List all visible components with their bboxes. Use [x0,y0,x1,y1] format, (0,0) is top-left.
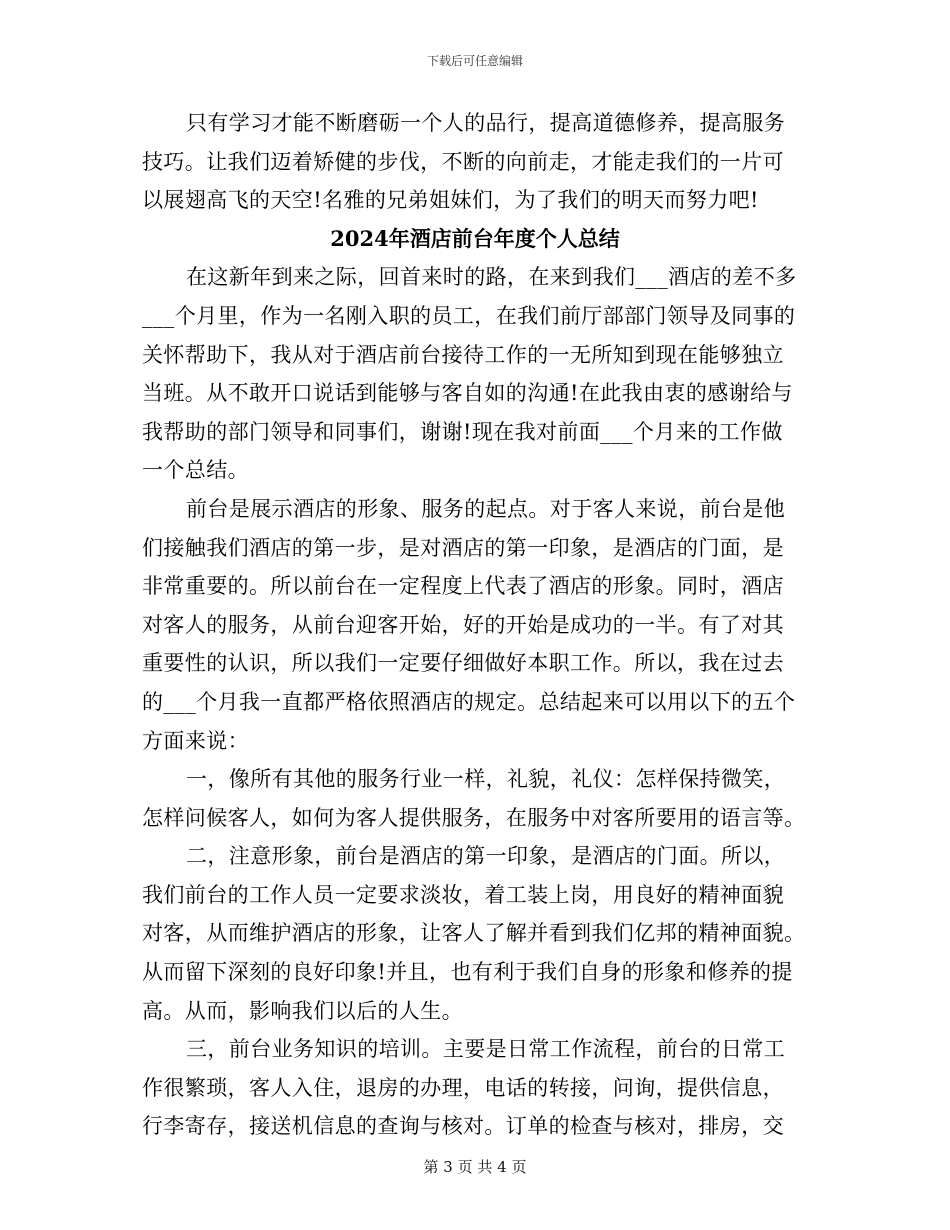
paragraph-line: 三，前台业务知识的培训。主要是日常工作流程，前台的日常工 [186,1037,786,1062]
paragraph-line: 前台是展示酒店的形象、服务的起点。对于客人来说，前台是他 [186,496,786,521]
paragraph-line: 对客，从而维护酒店的形象，让客人了解并看到我们亿邦的精神面貌。 [142,921,806,946]
paragraph-line: 对客人的服务，从前台迎客开始，好的开始是成功的一半。有了对其 [142,612,784,637]
paragraph-line: 作很繁琐，客人入住，退房的办理，电话的转接，问询，提供信息， [142,1075,784,1100]
document-title: 2024年酒店前台年度个人总结 [330,225,620,251]
paragraph-line: 从而留下深刻的良好印象!并且，也有利于我们自身的形象和修养的提 [142,960,793,985]
paragraph-line: 的___个月我一直都严格依照酒店的规定。总结起来可以用以下的五个 [142,689,796,714]
paragraph-line: 行李寄存，接送机信息的查询与核对。订单的检查与核对，排房，交 [142,1114,784,1139]
paragraph-line: 怎样问候客人，如何为客人提供服务，在服务中对客所要用的语言等。 [142,805,806,830]
paragraph-line: 重要性的认识，所以我们一定要仔细做好本职工作。所以，我在过去 [142,651,784,676]
page-footer: 第 3 页 共 4 页 [423,1158,527,1176]
page-header: 下载后可任意编辑 [426,54,523,68]
paragraph-line: 我们前台的工作人员一定要求淡妆，着工装上岗，用良好的精神面貌 [142,882,784,907]
paragraph-line: 关怀帮助下，我从对于酒店前台接待工作的一无所知到现在能够独立 [142,342,784,367]
paragraph-line: 方面来说： [142,728,249,753]
paragraph-line: 一个总结。 [142,458,249,483]
paragraph-line: 我帮助的部门领导和同事们，谢谢!现在我对前面___个月来的工作做 [142,419,783,444]
paragraph-line: 技巧。让我们迈着矫健的步伐，不断的向前走，才能走我们的一片可 [142,149,784,174]
paragraph-line: 非常重要的。所以前台在一定程度上代表了酒店的形象。同时，酒店 [142,574,784,599]
document-body [142,104,808,1146]
paragraph-line: 二，注意形象，前台是酒店的第一印象，是酒店的门面。所以， [186,844,786,869]
paragraph-line: 高。从而，影响我们以后的人生。 [142,998,463,1023]
paragraph-line: 一，像所有其他的服务行业一样，礼貌，礼仪：怎样保持微笑， [186,767,786,792]
paragraph-line: 只有学习才能不断磨砺一个人的品行，提高道德修养，提高服务 [186,111,786,135]
paragraph-line: 在这新年到来之际，回首来时的路，在来到我们___酒店的差不多 [186,265,797,290]
paragraph-line: 当班。从不敢开口说话到能够与客自如的沟通!在此我由衷的感谢给与 [142,381,793,406]
paragraph-line: 们接触我们酒店的第一步，是对酒店的第一印象，是酒店的门面，是 [142,535,784,560]
paragraph-line: ___个月里，作为一名刚入职的员工，在我们前厅部部门领导及同事的 [142,303,796,328]
paragraph-line: 以展翅高飞的天空!名雅的兄弟姐妹们，为了我们的明天而努力吧! [142,188,759,213]
